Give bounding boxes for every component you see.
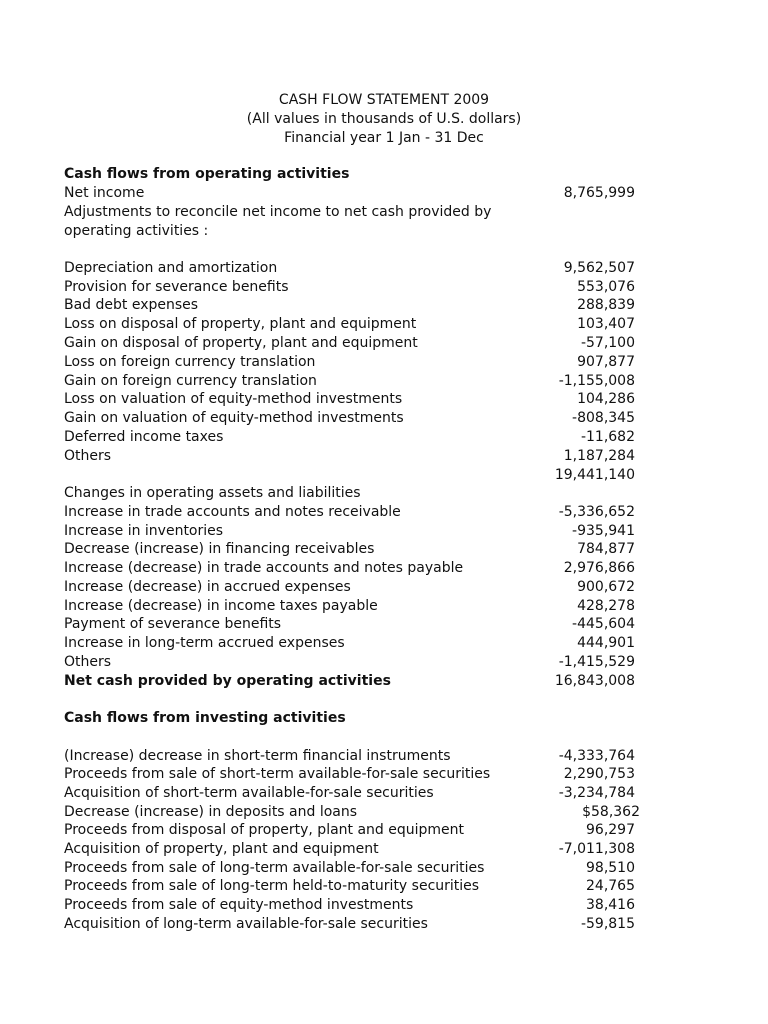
row-label: Loss on foreign currency translation: [64, 354, 316, 370]
row-value: 428,278: [577, 598, 635, 614]
row-label: Proceeds from sale of short-term available-for-sale securities: [64, 766, 491, 782]
row-label: Gain on valuation of equity-method investments: [64, 410, 404, 426]
row-label: Increase (decrease) in income taxes payable: [64, 598, 378, 614]
table-row: [64, 747, 644, 766]
net-cash-operating-row: [64, 672, 644, 691]
row-label: Increase in trade accounts and notes receivable: [64, 504, 401, 520]
row-label: Proceeds from disposal of property, plant and equipment: [64, 822, 465, 838]
row-label: Depreciation and amortization: [64, 260, 278, 276]
table-row: [64, 896, 644, 915]
table-row: [64, 278, 644, 297]
row-value: 784,877: [577, 541, 635, 557]
table-row: [64, 372, 644, 391]
table-row: [64, 409, 644, 428]
row-value: 2,290,753: [563, 766, 635, 782]
row-value: -5,336,652: [558, 504, 635, 520]
section-heading: Cash flows from operating activities: [64, 166, 350, 182]
adjustments-subtotal-row: [64, 466, 644, 485]
table-row: [64, 821, 644, 840]
row-value: -3,234,784: [558, 785, 635, 801]
financial-period: Financial year 1 Jan - 31 Dec: [284, 129, 484, 146]
table-row: [64, 559, 644, 578]
row-label: Proceeds from sale of long-term available-for-sale securities: [64, 860, 485, 876]
table-row: [64, 353, 644, 372]
row-label: Decrease (increase) in financing receivables: [64, 541, 375, 557]
row-value: 900,672: [577, 579, 635, 595]
row-label: Provision for severance benefits: [64, 279, 289, 295]
row-label: Gain on disposal of property, plant and equipment: [64, 335, 418, 351]
table-row: [64, 334, 644, 353]
row-value: 8,765,999: [563, 185, 635, 201]
subtotal-value: 19,441,140: [554, 467, 635, 483]
row-label: (Increase) decrease in short-term financial instruments: [64, 748, 451, 764]
row-label: Others: [64, 448, 112, 464]
row-label: Increase (decrease) in accrued expenses: [64, 579, 351, 595]
table-row: [64, 840, 644, 859]
row-label: Gain on foreign currency translation: [64, 373, 317, 389]
table-row: [64, 765, 644, 784]
row-label: Loss on disposal of property, plant and equipment: [64, 316, 417, 332]
adjustments-intro-line-1: [64, 203, 644, 222]
row-label: Changes in operating assets and liabilities: [64, 485, 361, 501]
row-value: -1,155,008: [558, 373, 635, 389]
row-label: operating activities :: [64, 223, 209, 239]
row-value: 24,765: [586, 878, 635, 894]
row-label: Deferred income taxes: [64, 429, 224, 445]
row-value: -1,415,529: [558, 654, 635, 670]
table-row: [64, 428, 644, 447]
net-income-row: [64, 184, 644, 203]
table-row: [64, 615, 644, 634]
statement-header: [0, 91, 768, 147]
table-row: [64, 447, 644, 466]
table-row: [64, 597, 644, 616]
row-value: 38,416: [586, 897, 635, 913]
row-value: -59,815: [580, 916, 635, 932]
row-value: -445,604: [572, 616, 635, 632]
table-row: [64, 503, 644, 522]
row-value: 103,407: [577, 316, 635, 332]
row-value: -11,682: [580, 429, 635, 445]
row-value: -4,333,764: [558, 748, 635, 764]
row-label: Payment of severance benefits: [64, 616, 282, 632]
row-label: Bad debt expenses: [64, 297, 199, 313]
row-value: 104,286: [577, 391, 635, 407]
row-label: Net cash provided by operating activities: [64, 673, 391, 689]
row-value: -57,100: [580, 335, 635, 351]
table-row: [64, 653, 644, 672]
row-value: 98,510: [586, 860, 635, 876]
adjustments-intro-line-2: [64, 222, 644, 241]
row-label: Adjustments to reconcile net income to net cash provided by: [64, 204, 492, 220]
row-value: 444,901: [577, 635, 635, 651]
row-value: 907,877: [577, 354, 635, 370]
row-label: Acquisition of short-term available-for-sale securities: [64, 785, 434, 801]
row-value: $58,362: [582, 804, 640, 820]
table-row: [64, 784, 644, 803]
row-label: Proceeds from sale of equity-method investments: [64, 897, 414, 913]
row-label: Decrease (increase) in deposits and loans: [64, 804, 358, 820]
row-label: Net income: [64, 185, 145, 201]
operating-heading: [64, 165, 644, 184]
section-heading: Cash flows from investing activities: [64, 710, 346, 726]
table-row: [64, 634, 644, 653]
row-label: Loss on valuation of equity-method investments: [64, 391, 403, 407]
table-row: [64, 915, 644, 934]
row-value: 16,843,008: [554, 673, 635, 689]
row-value: -808,345: [572, 410, 635, 426]
table-row: [64, 315, 644, 334]
changes-heading: [64, 484, 644, 503]
table-row: [64, 540, 644, 559]
row-label: Others: [64, 654, 112, 670]
row-label: Increase in inventories: [64, 523, 224, 539]
row-value: 553,076: [577, 279, 635, 295]
row-value: 1,187,284: [563, 448, 635, 464]
row-value: 288,839: [577, 297, 635, 313]
units-note: (All values in thousands of U.S. dollars): [246, 110, 522, 127]
row-value: 96,297: [586, 822, 635, 838]
row-label: Acquisition of property, plant and equipment: [64, 841, 379, 857]
row-label: Increase (decrease) in trade accounts and notes payable: [64, 560, 464, 576]
table-row: [64, 578, 644, 597]
table-row: [64, 259, 644, 278]
row-value: 2,976,866: [563, 560, 635, 576]
investing-heading: [64, 709, 644, 728]
row-value: -7,011,308: [558, 841, 635, 857]
row-value: 9,562,507: [563, 260, 635, 276]
table-row: [64, 522, 644, 541]
row-label: Increase in long-term accrued expenses: [64, 635, 345, 651]
row-value: -935,941: [572, 523, 635, 539]
row-label: Acquisition of long-term available-for-sale securities: [64, 916, 428, 932]
statement-title: CASH FLOW STATEMENT 2009: [278, 92, 490, 108]
row-label: Proceeds from sale of long-term held-to-maturity securities: [64, 878, 480, 894]
table-row: [64, 803, 644, 822]
table-row: [64, 859, 644, 878]
table-row: [64, 390, 644, 409]
table-row: [64, 877, 644, 896]
table-row: [64, 296, 644, 315]
